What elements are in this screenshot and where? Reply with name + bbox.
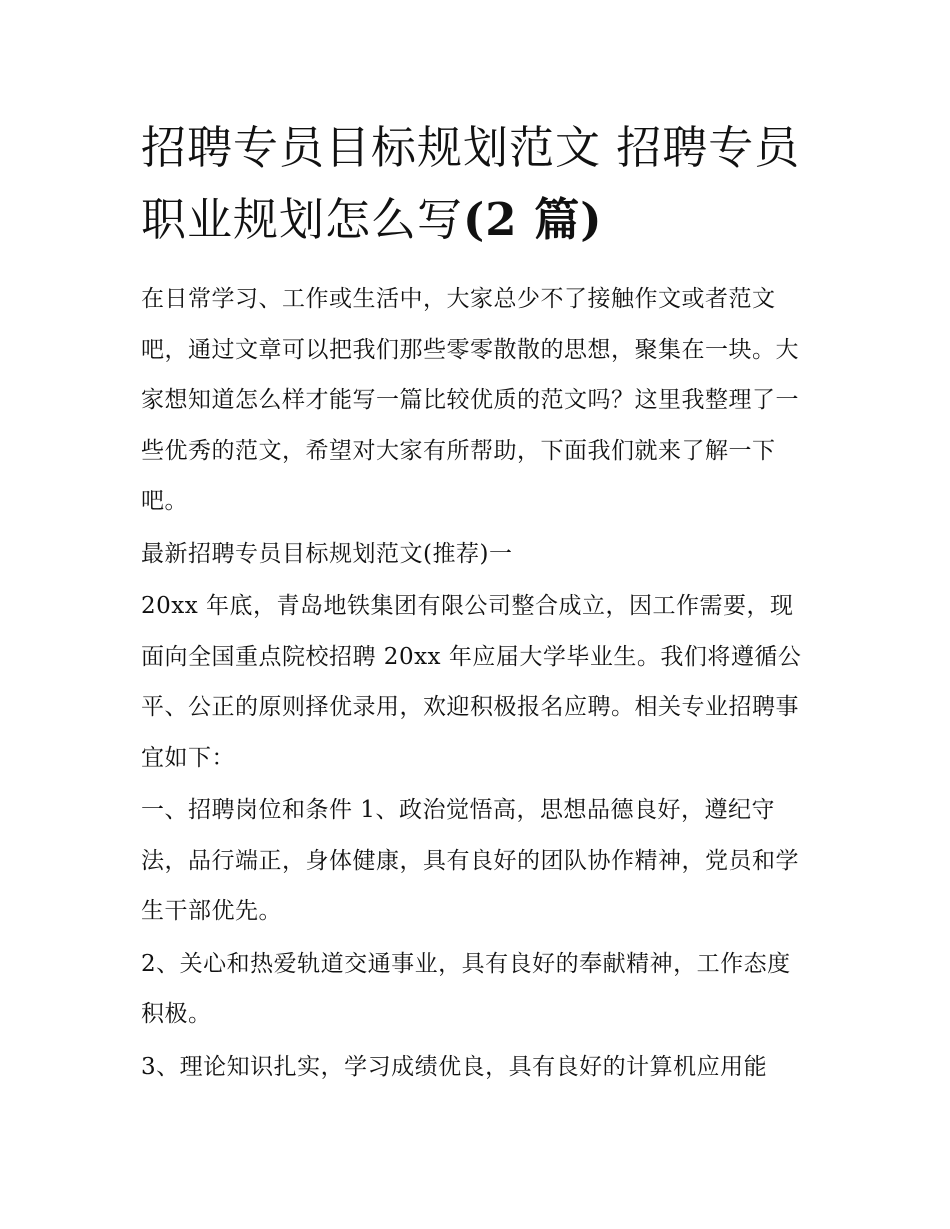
intro-paragraph: 在日常学习、工作或生活中，大家总少不了接触作文或者范文吧，通过文章可以把我们那些零零散散的思想，聚集在一块。大家想知道怎么样才能写一篇比较优质的范文吗？这里我整理了一些优秀的范文，希望对大家有所帮助，下面我们就来了解一下吧。 bbox=[141, 286, 799, 514]
document-title bbox=[141, 112, 813, 256]
body-paragraph: 2、关心和热爱轨道交通事业，具有良好的奉献精神，工作态度积极。 bbox=[141, 950, 791, 1027]
document-content bbox=[141, 112, 813, 1094]
document-title-count: (2 篇) bbox=[463, 193, 603, 246]
section-heading: 最新招聘专员目标规划范文(推荐)一 bbox=[141, 540, 513, 567]
body-paragraph: 3、理论知识扎实，学习成绩优良，具有良好的计算机应用能 bbox=[141, 1053, 768, 1080]
body-paragraph: 20xx 年底，青岛地铁集团有限公司整合成立，因工作需要，现面向全国重点院校招聘 20xx 年应届大学毕业生。我们将遵循公平、公正的原则择优录用，欢迎积极报名应聘。相关专业招聘事宜如下： bbox=[141, 593, 802, 771]
document-body bbox=[141, 274, 813, 1092]
document-title-main: 招聘专员目标规划范文 招聘专员职业规划怎么写 bbox=[141, 121, 801, 246]
body-paragraph: 一、招聘岗位和条件 1、政治觉悟高，思想品德良好，遵纪守法，品行端正，身体健康，具有良好的团队协作精神，党员和学生干部优先。 bbox=[141, 797, 799, 924]
